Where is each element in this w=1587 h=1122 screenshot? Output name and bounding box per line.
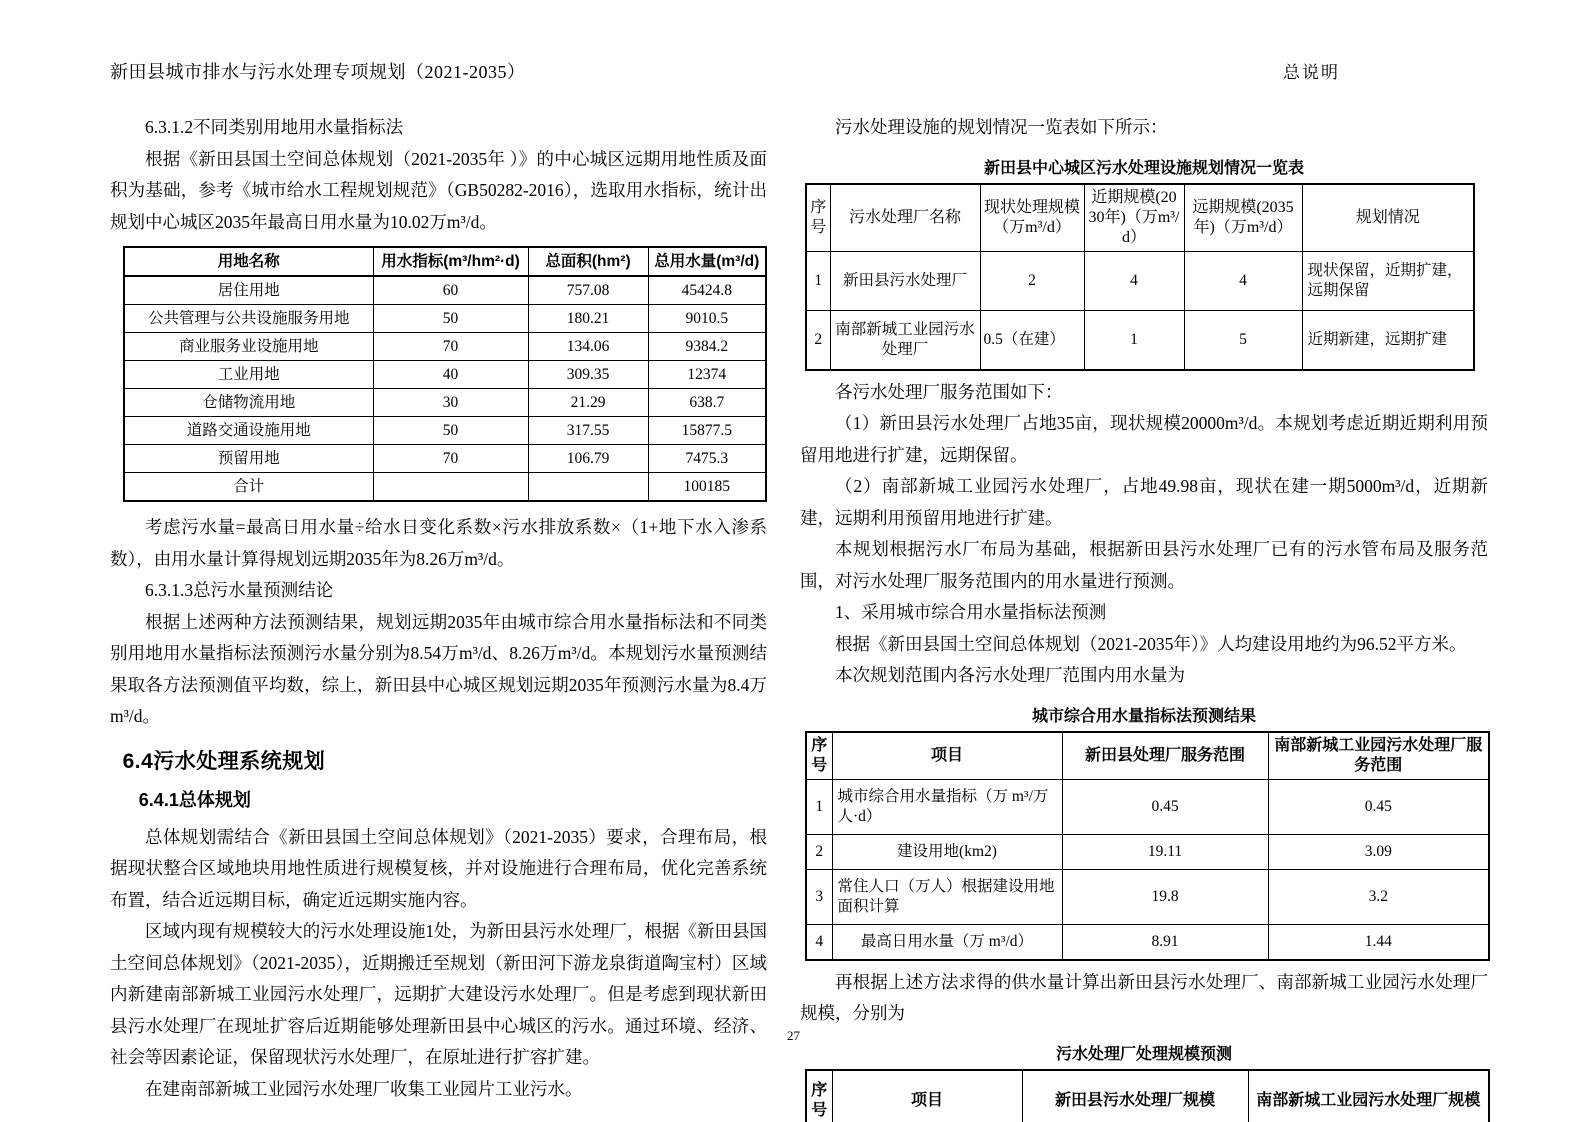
table-cell: 3: [806, 869, 832, 924]
table-cell: 1: [806, 251, 830, 310]
paragraph-service-scope: 各污水处理厂服务范围如下：: [835, 381, 1063, 402]
column-header: 南部新城工业园污水处理厂服务范围: [1268, 732, 1489, 780]
table-row: [124, 473, 766, 502]
table-cell: 180.21: [528, 305, 648, 333]
table-cell: 0.45: [1268, 779, 1489, 834]
table-cell: 638.7: [648, 389, 766, 417]
paragraph-sewage-formula: 考虑污水量=最高日用水量÷给水日变化系数×污水排放系数×（1+地下水入渗系数），由用水量计算得规划远期2035年为8.26万m³/d。: [110, 517, 767, 569]
heading-6-4-1: 6.4.1总体规划: [138, 789, 251, 810]
table-row: [124, 333, 766, 361]
column-header: 用水指标(m³/hm²·d): [373, 247, 528, 276]
paragraph-overall-plan: 总体规划需结合《新田县国土空间总体规划》（2021-2035）要求，合理布局，根据现状整合区域地块用地性质进行规模复核，并对设施进行合理布局，优化完善系统布置，结合近远期目标，确定近远期实施内容。: [110, 826, 767, 910]
table-cell: 仓储物流用地: [124, 389, 373, 417]
table-cell: 106.79: [528, 445, 648, 473]
table-cell: 30: [373, 389, 528, 417]
table-cell: 134.06: [528, 333, 648, 361]
table-cell: 309.35: [528, 361, 648, 389]
table-cell: 19.8: [1062, 869, 1268, 924]
paragraph-plant1-scope: （1）新田县污水处理厂占地35亩，现状规模20000m³/d。本规划考虑近期近期利用预留用地进行扩建，远期保留。: [800, 413, 1488, 465]
table-cell: 5: [1184, 310, 1302, 370]
column-header: 规划情况: [1302, 184, 1474, 252]
plants-table-title: 新田县中心城区污水处理设施规划情况一览表: [983, 159, 1304, 177]
table-cell: 预留用地: [124, 445, 373, 473]
table-header-row: [806, 1070, 1489, 1122]
column-header: 总用水量(m³/d): [648, 247, 766, 276]
table-cell: 常住人口（万人）根据建设用地面积计算: [832, 869, 1062, 924]
table-cell: 南部新城工业园污水处理厂: [830, 310, 980, 370]
table-cell: 21.29: [528, 389, 648, 417]
table-cell: 新田县污水处理厂: [830, 251, 980, 310]
forecast-table-title: 城市综合用水量指标法预测结果: [1031, 707, 1256, 725]
table-cell: 1: [1084, 310, 1184, 370]
column-header: 总面积(hm²): [528, 247, 648, 276]
table-header-row: [124, 247, 766, 276]
page-number: 27: [787, 1028, 800, 1043]
table-cell: 9010.5: [648, 305, 766, 333]
table-cell: 公共管理与公共设施服务用地: [124, 305, 373, 333]
paragraph-water-indicator: 根据《新田县国土空间总体规划（2021-2035年 ）》的中心城区远期用地性质及面积为基础，参考《城市给水工程规划规范》（GB50282-2016），选取用水指标，统计出规划中心城区2035年最高日用水量为10.02万m³/d。: [110, 148, 767, 232]
left-column: [110, 112, 767, 1105]
column-header: 序号: [806, 732, 832, 780]
document-title-header: 新田县城市排水与污水处理专项规划（2021-2035）: [110, 62, 526, 82]
table-cell: 工业用地: [124, 361, 373, 389]
paragraph-method-1: 1、采用城市综合用水量指标法预测: [835, 602, 1107, 622]
table-cell: 100185: [648, 473, 766, 502]
heading-6-4: 6.4污水处理系统规划: [122, 749, 326, 773]
table-cell: 317.55: [528, 417, 648, 445]
column-header: 序号: [806, 184, 830, 252]
table-row: [124, 305, 766, 333]
table-cell: [528, 473, 648, 502]
table-cell: 0.45: [1062, 779, 1268, 834]
table-cell: 50: [373, 417, 528, 445]
column-header: 用地名称: [124, 247, 373, 276]
column-header: 序号: [806, 1070, 832, 1122]
forecast-result-table: [805, 731, 1490, 961]
paragraph-forecast-conclusion: 根据上述两种方法预测结果，规划远期2035年由城市综合用水量指标法和不同类别用地用水量指标法预测污水量分别为8.54万m³/d、8.26万m³/d。本规划污水量预测结果取各方法预测值平均数，综上，新田县中心城区规划远期2035年预测污水量为8.4万m³/d。: [110, 611, 767, 726]
table-cell: 0.5（在建）: [980, 310, 1084, 370]
table-cell: 9384.2: [648, 333, 766, 361]
table-row: [124, 276, 766, 305]
table-row: [806, 779, 1489, 834]
table-cell: 19.11: [1062, 834, 1268, 869]
table-cell: 757.08: [528, 276, 648, 305]
table-cell: 40: [373, 361, 528, 389]
table-cell: 2: [806, 834, 832, 869]
table-row: [806, 310, 1474, 370]
table-cell: 道路交通设施用地: [124, 417, 373, 445]
table-cell: 8.91: [1062, 924, 1268, 960]
table-cell: 4: [806, 924, 832, 960]
table-row: [124, 445, 766, 473]
table-cell: [373, 473, 528, 502]
table-cell: 50: [373, 305, 528, 333]
table-row: [124, 417, 766, 445]
table-cell: 最高日用水量（万 m³/d）: [832, 924, 1062, 960]
header-section-label: 总说明: [1283, 63, 1340, 82]
heading-6-3-1-2: 6.3.1.2不同类别用地用水量指标法: [145, 117, 404, 137]
table-cell: 4: [1084, 251, 1184, 310]
table-cell: 近期新建，远期扩建: [1302, 310, 1474, 370]
table-cell: 70: [373, 445, 528, 473]
paragraph-prediction-basis: 本规划根据污水厂布局为基础，根据新田县污水处理厂已有的污水管布局及服务范围，对污水处理厂服务范围内的用水量进行预测。: [800, 539, 1488, 591]
table-row: [124, 389, 766, 417]
table-cell: 12374: [648, 361, 766, 389]
table-cell: 2: [980, 251, 1084, 310]
heading-6-3-1-3: 6.3.1.3总污水量预测结论: [145, 580, 334, 600]
scale-forecast-table: [805, 1069, 1490, 1122]
table-cell: 现状保留，近期扩建，远期保留: [1302, 251, 1474, 310]
table-row: [124, 361, 766, 389]
scale-table-title: 污水处理厂处理规模预测: [1055, 1045, 1232, 1063]
table-header-row: [806, 184, 1474, 252]
table-cell: 60: [373, 276, 528, 305]
column-header: 南部新城工业园污水处理厂规模: [1248, 1070, 1489, 1122]
table-cell: 合计: [124, 473, 373, 502]
paragraph-table-intro: 污水处理设施的规划情况一览表如下所示：: [835, 117, 1168, 137]
table-cell: 城市综合用水量指标（万 m³/万人·d）: [832, 779, 1062, 834]
column-header: 远期规模(2035年)（万m³/d）: [1184, 184, 1302, 252]
table-cell: 70: [373, 333, 528, 361]
table-row: [806, 869, 1489, 924]
table-cell: 3.09: [1268, 834, 1489, 869]
table-cell: 3.2: [1268, 869, 1489, 924]
table-cell: 2: [806, 310, 830, 370]
paragraph-industrial-park: 在建南部新城工业园污水处理厂收集工业园片工业污水。: [145, 1078, 583, 1099]
table-row: [806, 834, 1489, 869]
paragraph-scale-conclusion: 再根据上述方法求得的供水量计算出新田县污水处理厂、南部新城工业园污水处理厂规模，分别为: [800, 971, 1488, 1023]
column-header: 现状处理规模（万m³/d）: [980, 184, 1084, 252]
column-header: 项目: [832, 732, 1062, 780]
plants-planning-table: [805, 183, 1475, 371]
table-cell: 1.44: [1268, 924, 1489, 960]
table-header-row: [806, 732, 1489, 780]
table-cell: 建设用地(km2): [832, 834, 1062, 869]
paragraph-scope-intro: 本次规划范围内各污水处理厂范围内用水量为: [835, 665, 1185, 685]
table-cell: 商业服务业设施用地: [124, 333, 373, 361]
paragraph-per-capita: 根据《新田县国土空间总体规划（2021-2035年）》人均建设用地约为96.52平方米。: [835, 633, 1467, 654]
column-header: 新田县污水处理厂规模: [1022, 1070, 1248, 1122]
column-header: 项目: [832, 1070, 1022, 1122]
paragraph-plant2-scope: （2）南部新城工业园污水处理厂，占地49.98亩，现状在建一期5000m³/d，近期新建，远期利用预留用地进行扩建。: [800, 476, 1488, 528]
table-row: [806, 924, 1489, 960]
table-row: [806, 251, 1474, 310]
table-cell: 1: [806, 779, 832, 834]
table-cell: 15877.5: [648, 417, 766, 445]
table-cell: 45424.8: [648, 276, 766, 305]
column-header: 新田县处理厂服务范围: [1062, 732, 1268, 780]
paragraph-existing-facility: 区域内现有规模较大的污水处理设施1处，为新田县污水处理厂，根据《新田县国土空间总体规划》（2021-2035），近期搬迁至规划（新田河下游龙泉街道陶宝村）区域内新建南部新城工业园污水处理厂，远期扩大建设污水处理厂。但是考虑到现状新田县污水处理厂在现址扩容后近期能够处理新田县中心城区的污水。通过环境、经济、社会等因素论证，保留现状污水处理厂，在原址进行扩容扩建。: [110, 921, 767, 1067]
landuse-water-table: [123, 246, 767, 502]
column-header: 污水处理厂名称: [830, 184, 980, 252]
right-column: [800, 112, 1488, 1122]
table-cell: 居住用地: [124, 276, 373, 305]
column-header: 近期规模(2030年)（万m³/d）: [1084, 184, 1184, 252]
table-cell: 4: [1184, 251, 1302, 310]
table-cell: 7475.3: [648, 445, 766, 473]
